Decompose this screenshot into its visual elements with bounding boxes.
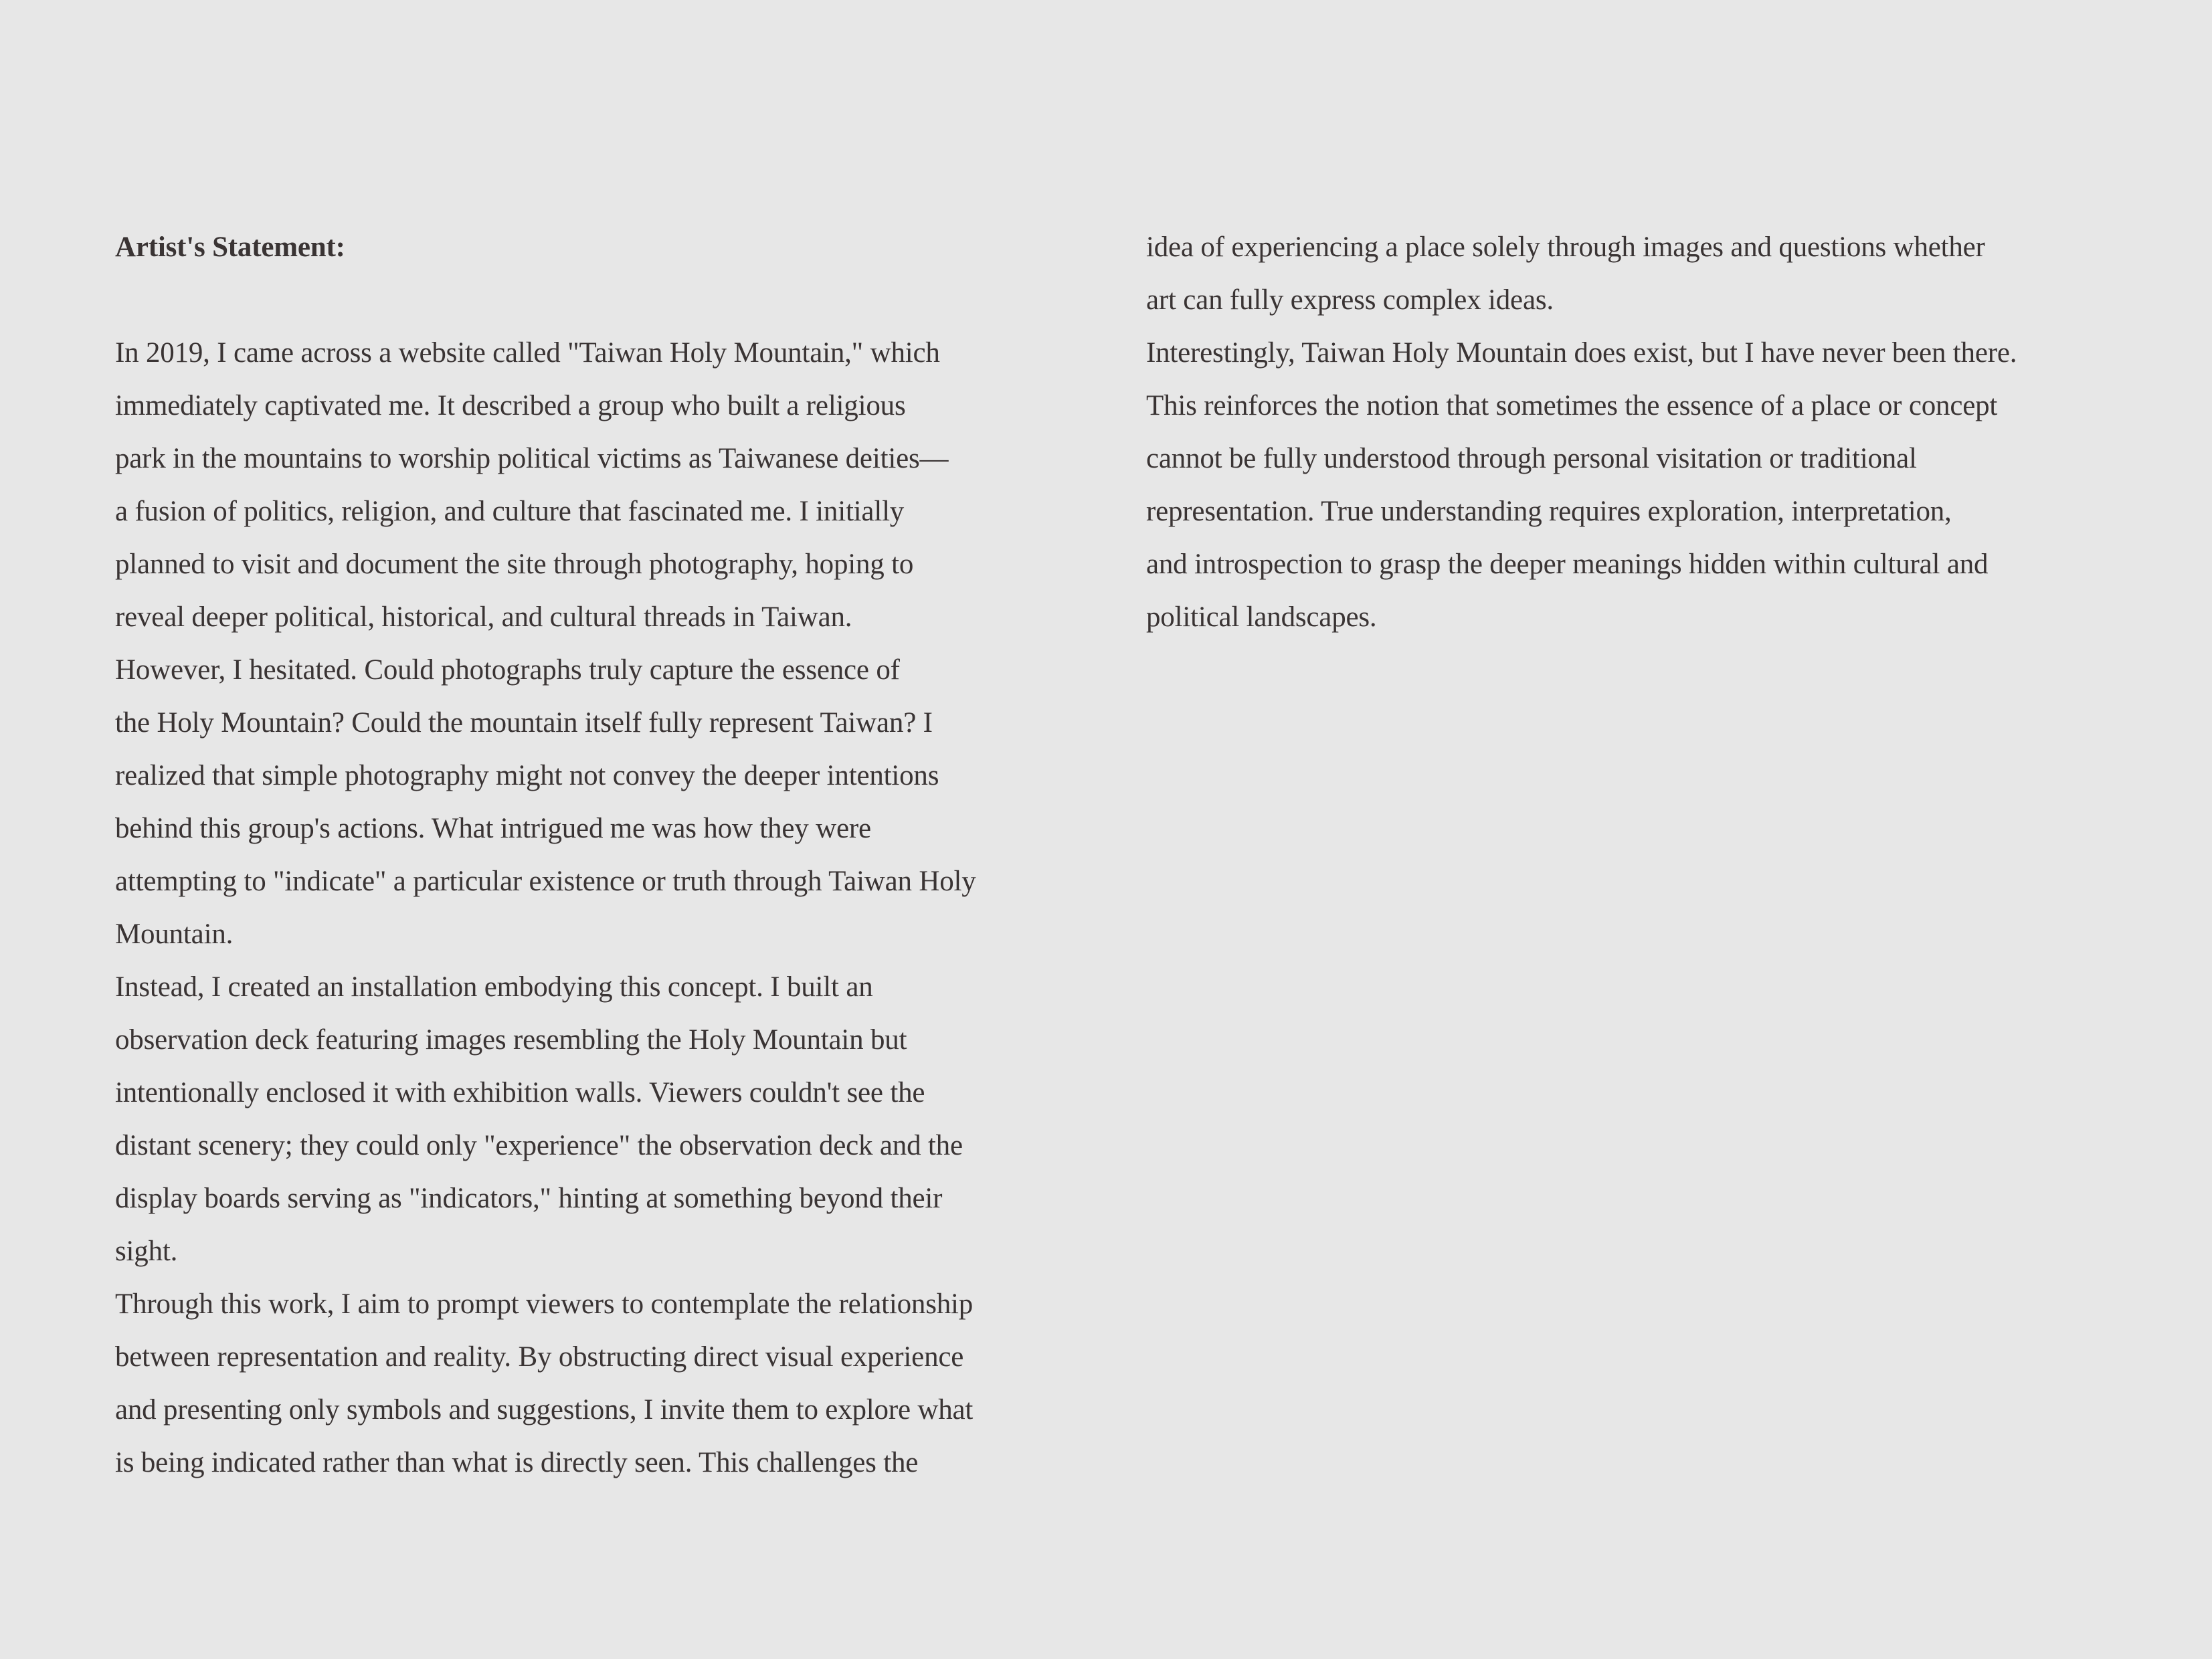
left-line-20: between representation and reality. By obstructing direct visual experience <box>115 1341 964 1373</box>
left-line-19: Through this work, I aim to prompt viewers to contemplate the relationship <box>115 1288 974 1320</box>
right-line-4: This reinforces the notion that sometimes the essence of a place or concept <box>1146 390 1998 421</box>
left-line-21: and presenting only symbols and suggestions, I invite them to explore what <box>115 1394 974 1426</box>
heading-gap <box>115 274 1105 326</box>
left-line-14: observation deck featuring images resembling the Holy Mountain but <box>115 1024 907 1056</box>
left-line-9: realized that simple photography might not convey the deeper intentions <box>115 760 939 791</box>
left-line-10: behind this group's actions. What intrigued me was how they were <box>115 813 871 844</box>
right-line-7: and introspection to grasp the deeper meanings hidden within cultural and <box>1146 549 1989 580</box>
right-line-2: art can fully express complex ideas. <box>1146 284 1554 316</box>
left-line-6: reveal deeper political, historical, and cultural threads in Taiwan. <box>115 601 852 633</box>
right-line-1: idea of experiencing a place solely through images and questions whether <box>1146 231 1985 263</box>
left-line-11: attempting to "indicate" a particular existence or truth through Taiwan Holy <box>115 866 976 897</box>
left-line-17: display boards serving as "indicators," hinting at something beyond their <box>115 1183 943 1214</box>
left-line-8: the Holy Mountain? Could the mountain itself fully represent Taiwan? I <box>115 707 933 739</box>
left-line-16: distant scenery; they could only "experience" the observation deck and the <box>115 1130 963 1161</box>
left-line-13: Instead, I created an installation embodying this concept. I built an <box>115 971 873 1003</box>
left-line-2: immediately captivated me. It described a group who built a religious <box>115 390 906 421</box>
right-line-6: representation. True understanding requires exploration, interpretation, <box>1146 496 1952 527</box>
left-line-5: planned to visit and document the site through photography, hoping to <box>115 549 914 580</box>
left-line-1: In 2019, I came across a website called "Taiwan Holy Mountain," which <box>115 337 940 369</box>
left-column <box>115 221 1105 1489</box>
right-line-3: Interestingly, Taiwan Holy Mountain does exist, but I have never been there. <box>1146 337 2017 369</box>
left-line-4: a fusion of politics, religion, and culture that fascinated me. I initially <box>115 496 905 527</box>
right-line-8: political landscapes. <box>1146 601 1377 633</box>
left-line-12: Mountain. <box>115 918 234 950</box>
statement-heading: Artist's Statement: <box>115 231 345 263</box>
left-line-18: sight. <box>115 1236 178 1267</box>
left-line-7: However, I hesitated. Could photographs truly capture the essence of <box>115 654 900 686</box>
left-line-15: intentionally enclosed it with exhibition walls. Viewers couldn't see the <box>115 1077 925 1108</box>
left-line-22: is being indicated rather than what is directly seen. This challenges the <box>115 1447 919 1478</box>
right-line-5: cannot be fully understood through personal visitation or traditional <box>1146 443 1917 474</box>
left-line-3: park in the mountains to worship political victims as Taiwanese deities— <box>115 443 949 474</box>
right-column <box>1146 221 2136 644</box>
